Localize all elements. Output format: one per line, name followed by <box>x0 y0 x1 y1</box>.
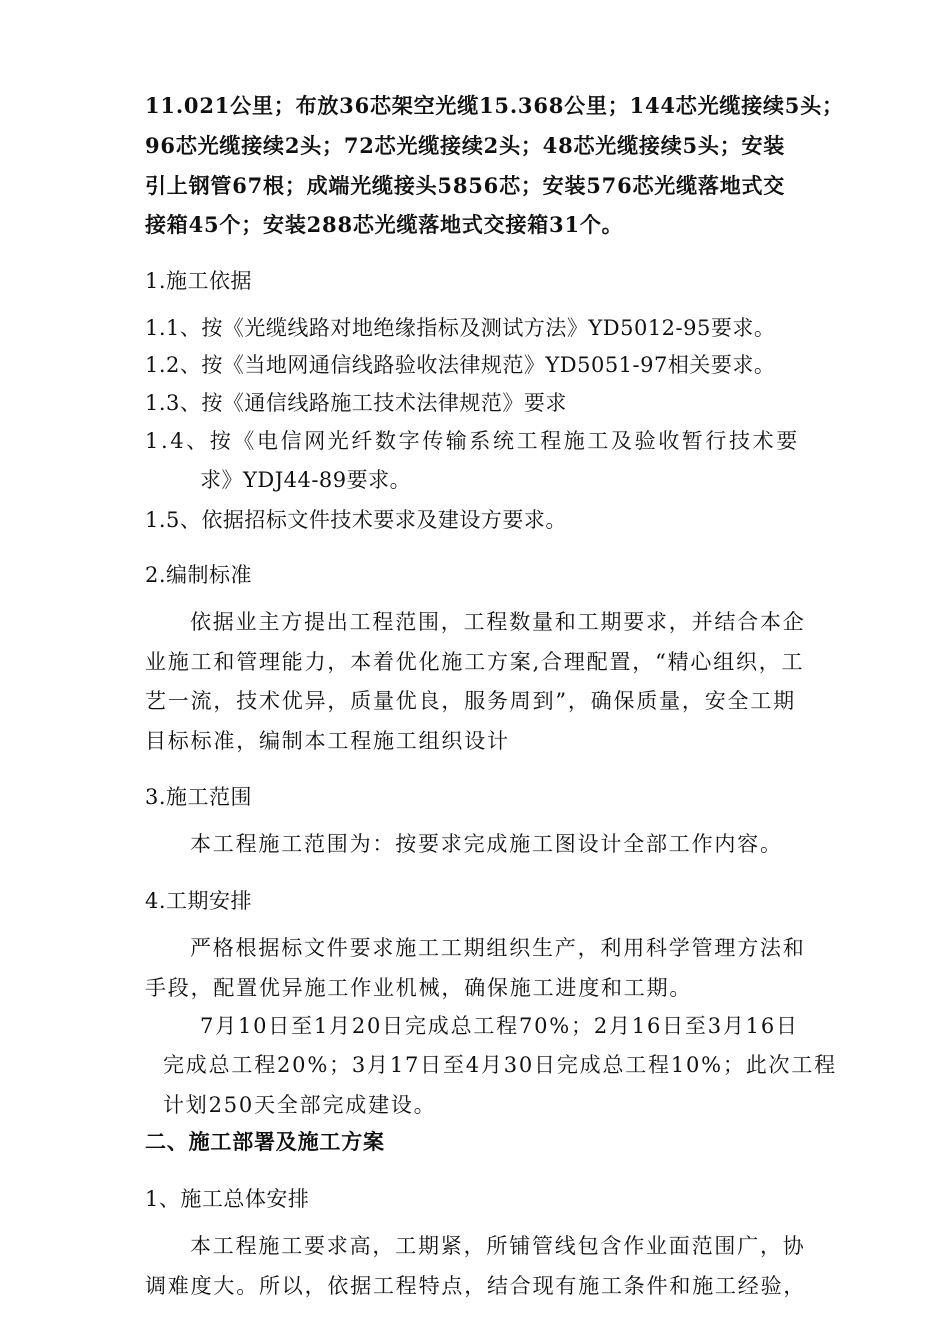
scope-line-1: 本工程施工范围为：按要求完成施工图设计全部工作内容。 <box>190 832 783 856</box>
intro-line-4: 接箱45个；安装288芯光缆落地式交接箱31个。 <box>145 212 624 237</box>
section-heading-overall-arrangement: 1、施工总体安排 <box>145 1187 310 1211</box>
schedule-line-1: 严格根据标文件要求施工工期组织生产，利用科学管理方法和 <box>190 936 806 960</box>
basis-item-1-5: 1.5、依据招标文件技术要求及建设方要求。 <box>145 508 567 532</box>
schedule-plan-line-3: 计划250天全部完成建设。 <box>163 1093 437 1117</box>
standard-line-1: 依据业主方提出工程范围，工程数量和工期要求，并结合本企 <box>190 610 806 634</box>
standard-line-4: 目标标准，编制本工程施工组织设计 <box>145 729 510 753</box>
arrangement-line-1: 本工程施工要求高，工期紧，所铺管线包含作业面范围广，协 <box>190 1234 806 1258</box>
basis-item-1-3: 1.3、按《通信线路施工技术法律规范》要求 <box>145 391 567 415</box>
section-heading-schedule: 4.工期安排 <box>145 889 253 913</box>
standard-line-3: 艺一流，技术优异，质量优良，服务周到”，确保质量，安全工期 <box>145 689 796 713</box>
chapter-heading-deployment: 二、施工部署及施工方案 <box>145 1129 385 1154</box>
intro-line-1: 11.021公里；布放36芯架空光缆15.368公里；144芯光缆接续5头； <box>145 93 844 118</box>
schedule-plan-line-1: 7月10日至1月20日完成总工程70%；2月16日至3月16日 <box>200 1014 799 1038</box>
basis-item-1-4-continued: 求》YDJ44-89要求。 <box>200 468 412 492</box>
schedule-plan-line-2: 完成总工程20%；3月17日至4月30日完成总工程10%；此次工程 <box>163 1053 837 1077</box>
basis-item-1-4: 1.4、按《电信网光纤数字传输系统工程施工及验收暂行技术要 <box>145 429 800 453</box>
intro-line-2: 96芯光缆接续2头；72芯光缆接续2头；48芯光缆接续5头；安装 <box>145 133 786 158</box>
intro-line-3: 引上钢管67根；成端光缆接头5856芯；安装576芯光缆落地式交 <box>145 173 786 198</box>
basis-item-1-2: 1.2、按《当地网通信线路验收法律规范》YD5051-97相关要求。 <box>145 353 776 377</box>
section-heading-basis: 1.施工依据 <box>145 269 253 293</box>
section-heading-standard: 2.编制标准 <box>145 563 253 587</box>
schedule-line-2: 手段，配置优异施工作业机械，确保施工进度和工期。 <box>145 976 693 1000</box>
section-heading-scope: 3.施工范围 <box>145 785 253 809</box>
basis-item-1-1: 1.1、按《光缆线路对地绝缘指标及测试方法》YD5012-95要求。 <box>145 316 776 340</box>
arrangement-line-2: 调难度大。所以，依据工程特点，结合现有施工条件和施工经验， <box>145 1274 807 1298</box>
standard-line-2: 业施工和管理能力，本着优化施工方案,合理配置，“精心组织，工 <box>145 650 805 674</box>
